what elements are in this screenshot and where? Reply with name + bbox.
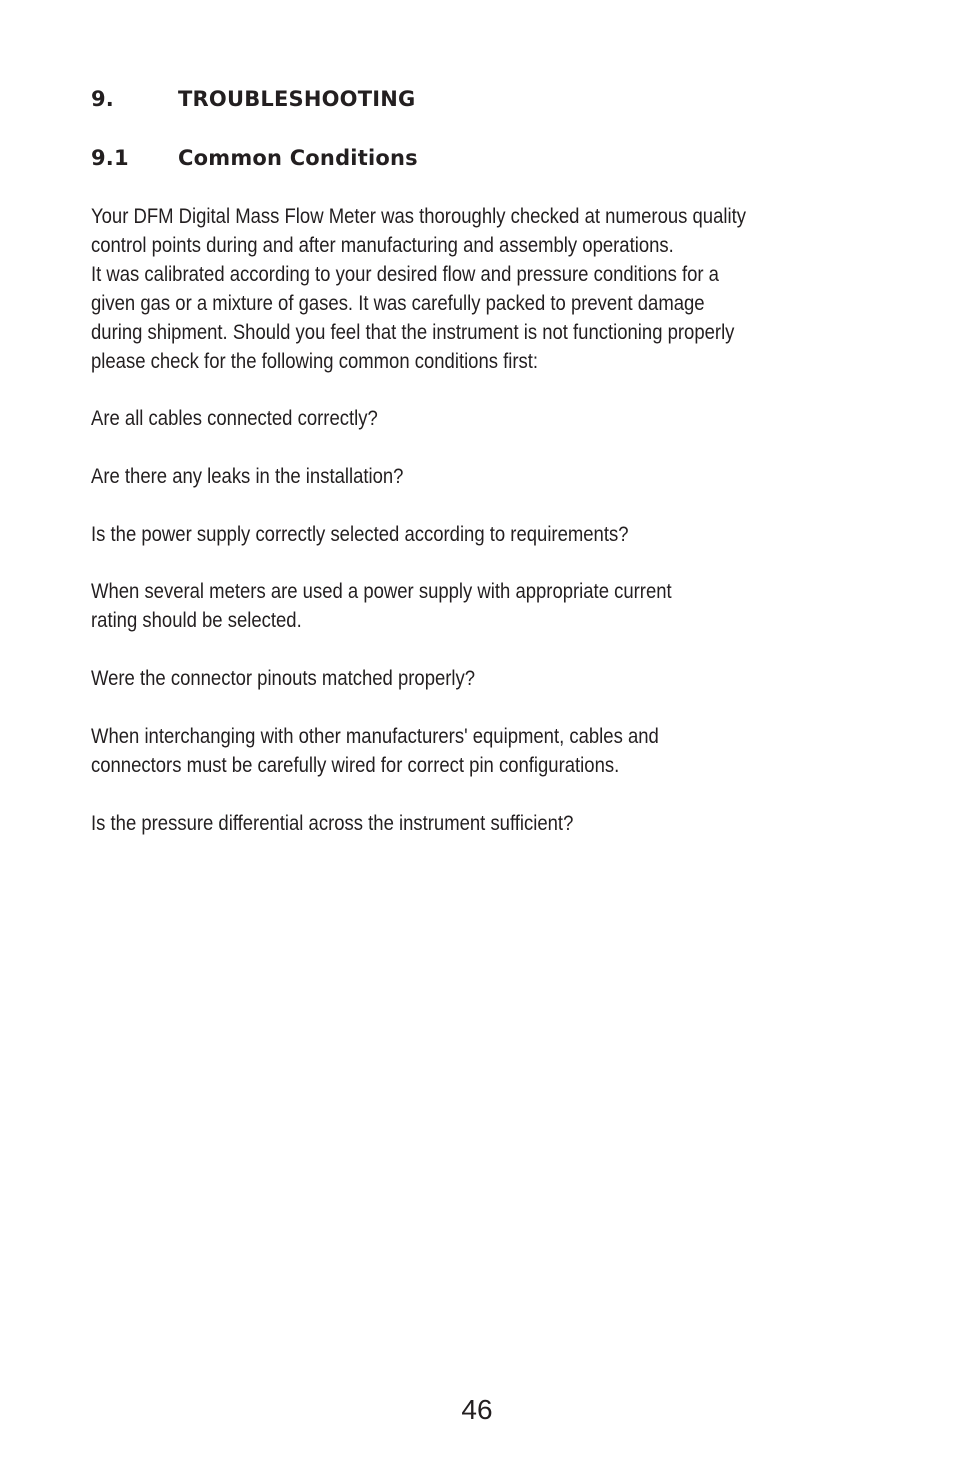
condition-text: Were the connector pinouts matched properly? — [91, 666, 476, 690]
subsection-heading — [91, 145, 418, 171]
condition-item — [91, 520, 880, 549]
page-number: 46 — [461, 1394, 493, 1425]
condition-text: Is the pressure differential across the instrument sufficient? — [91, 811, 574, 835]
condition-text: Are all cables connected correctly? — [91, 406, 378, 430]
intro-line: Your DFM Digital Mass Flow Meter was thoroughly checked at numerous quality — [91, 204, 746, 228]
condition-text: Are there any leaks in the installation? — [91, 464, 404, 488]
subsection-number: 9.1 — [91, 146, 129, 170]
condition-item — [91, 404, 880, 433]
condition-item — [91, 664, 880, 693]
section-heading — [91, 86, 416, 112]
condition-text: When interchanging with other manufacturers' equipment, cables and — [91, 724, 659, 748]
intro-line: control points during and after manufacturing and assembly operations. — [91, 232, 674, 257]
section-title: TROUBLESHOOTING — [178, 87, 416, 111]
condition-text: When several meters are used a power supply with appropriate current — [91, 579, 672, 603]
condition-text: rating should be selected. — [91, 607, 302, 632]
subsection-title: Common Conditions — [178, 146, 418, 170]
condition-item — [91, 462, 880, 491]
condition-item — [91, 809, 880, 838]
intro-line: during shipment. Should you feel that the instrument is not functioning properly — [91, 319, 735, 344]
condition-text: Is the power supply correctly selected according to requirements? — [91, 522, 629, 546]
intro-line: It was calibrated according to your desired flow and pressure conditions for a — [91, 261, 719, 286]
intro-paragraph — [91, 202, 880, 375]
condition-item — [91, 577, 880, 635]
condition-item — [91, 722, 880, 780]
intro-line: please check for the following common conditions first: — [91, 348, 539, 373]
intro-line: given gas or a mixture of gases. It was carefully packed to prevent damage — [91, 290, 705, 315]
section-number: 9. — [91, 87, 114, 111]
condition-text: connectors must be carefully wired for correct pin configurations. — [91, 752, 620, 777]
